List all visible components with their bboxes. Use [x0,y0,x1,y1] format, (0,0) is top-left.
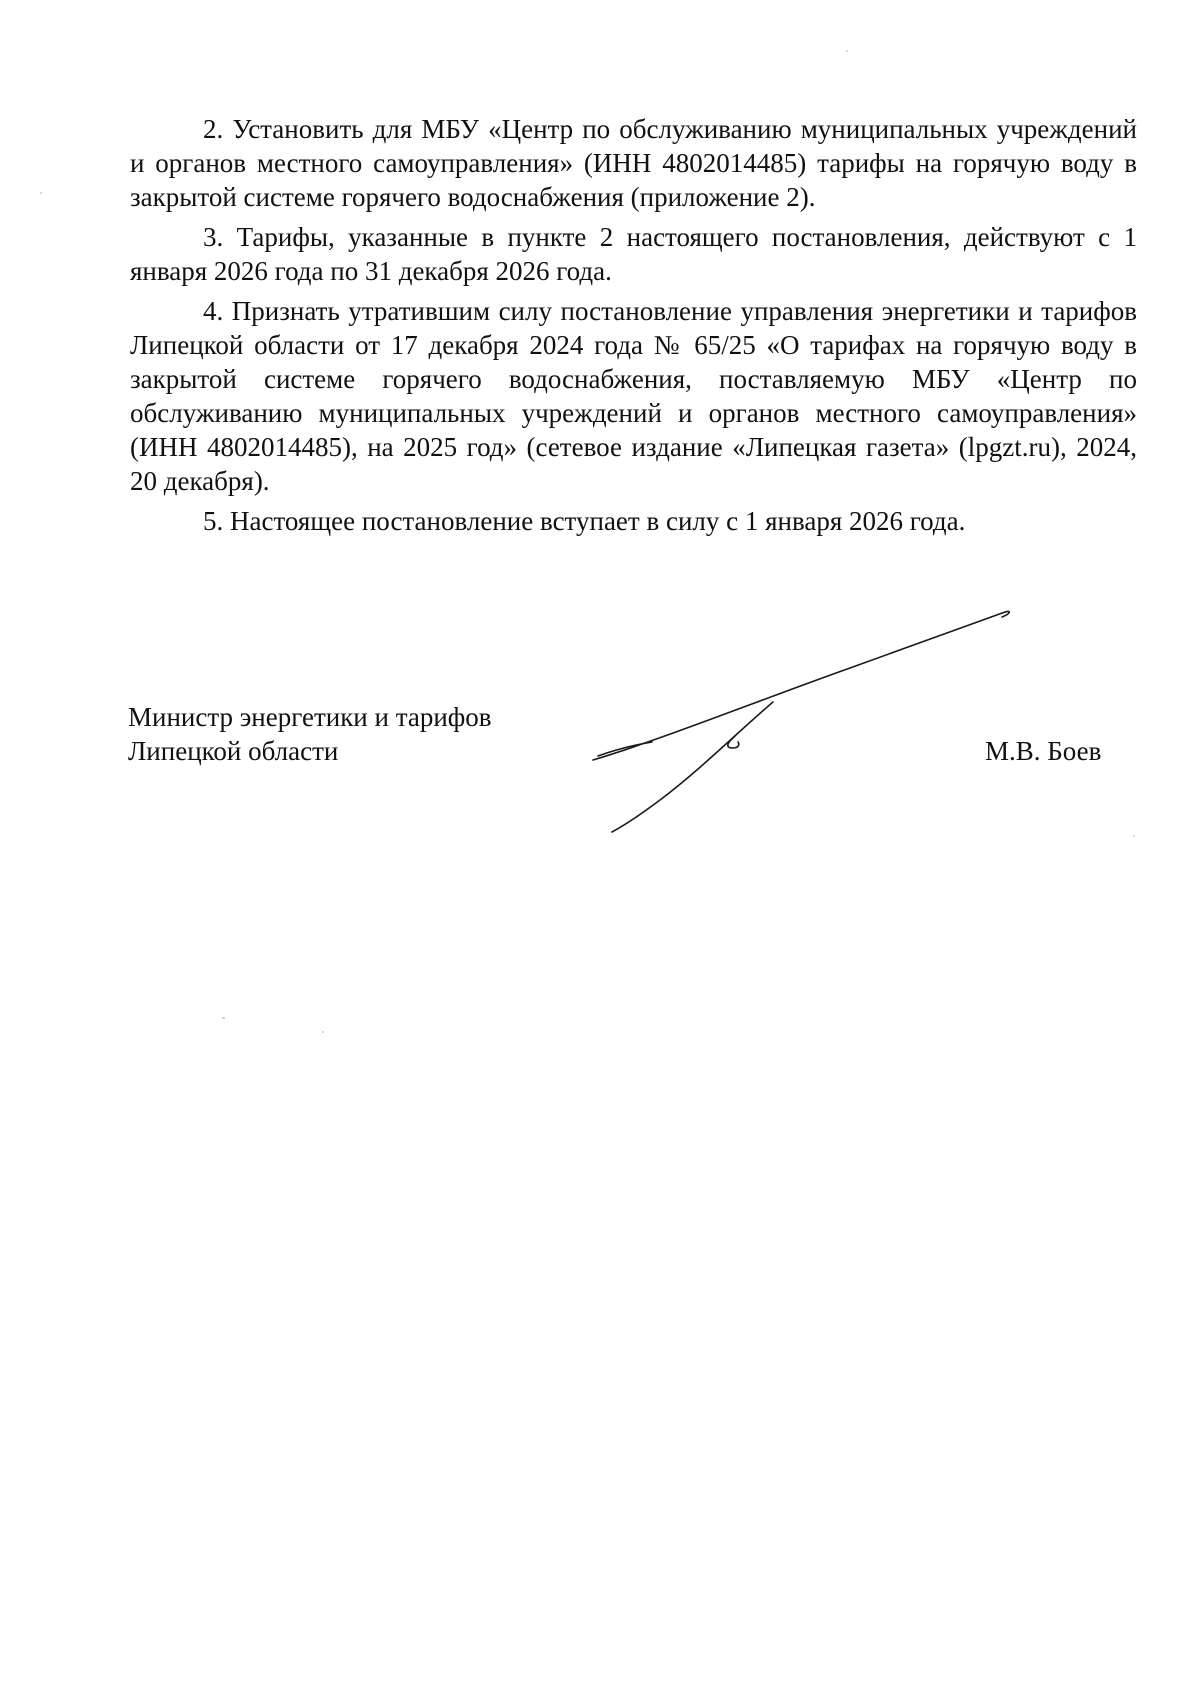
scan-speck [222,1017,225,1019]
signatory-title [128,700,492,768]
document-body [130,112,1137,544]
paragraph-item-5: 5. Настоящее постановление вступает в силу с 1 января 2026 года. [203,506,966,536]
signature-block [0,700,1200,840]
signatory-title-line2: Липецкой области [128,736,339,766]
scan-speck [846,50,848,52]
scan-speck [322,1031,324,1033]
scan-speck [40,192,42,194]
scan-speck [1133,835,1135,837]
paragraph-item-2: 2. Установить для МБУ «Центр по обслуживанию муниципальных учреждений и органов местного самоуправления» (ИНН 4802014485) тарифы на горячую воду в закрытой системе горячего водоснабжения (приложение 2). [130,114,1137,212]
signatory-title-line1: Министр энергетики и тарифов [128,702,492,732]
paragraph-item-3: 3. Тарифы, указанные в пункте 2 настоящего постановления, действуют с 1 января 2026 года по 31 декабря 2026 года. [130,222,1137,286]
signatory-name: М.В. Боев [985,736,1102,766]
paragraph-item-4: 4. Признать утратившим силу постановление управления энергетики и тарифов Липецкой области от 17 декабря 2024 года № 65/25 «О тарифах на горячую воду в закрытой системе горячего водоснабжения, поставляемую МБУ «Центр по обслуживанию муниципальных учреждений и органов местного самоуправления» (ИНН 4802014485), на 2025 год» (сетевое издание «Липецкая газета» (lpgzt.ru), 2024, 20 декабря). [130,296,1137,496]
